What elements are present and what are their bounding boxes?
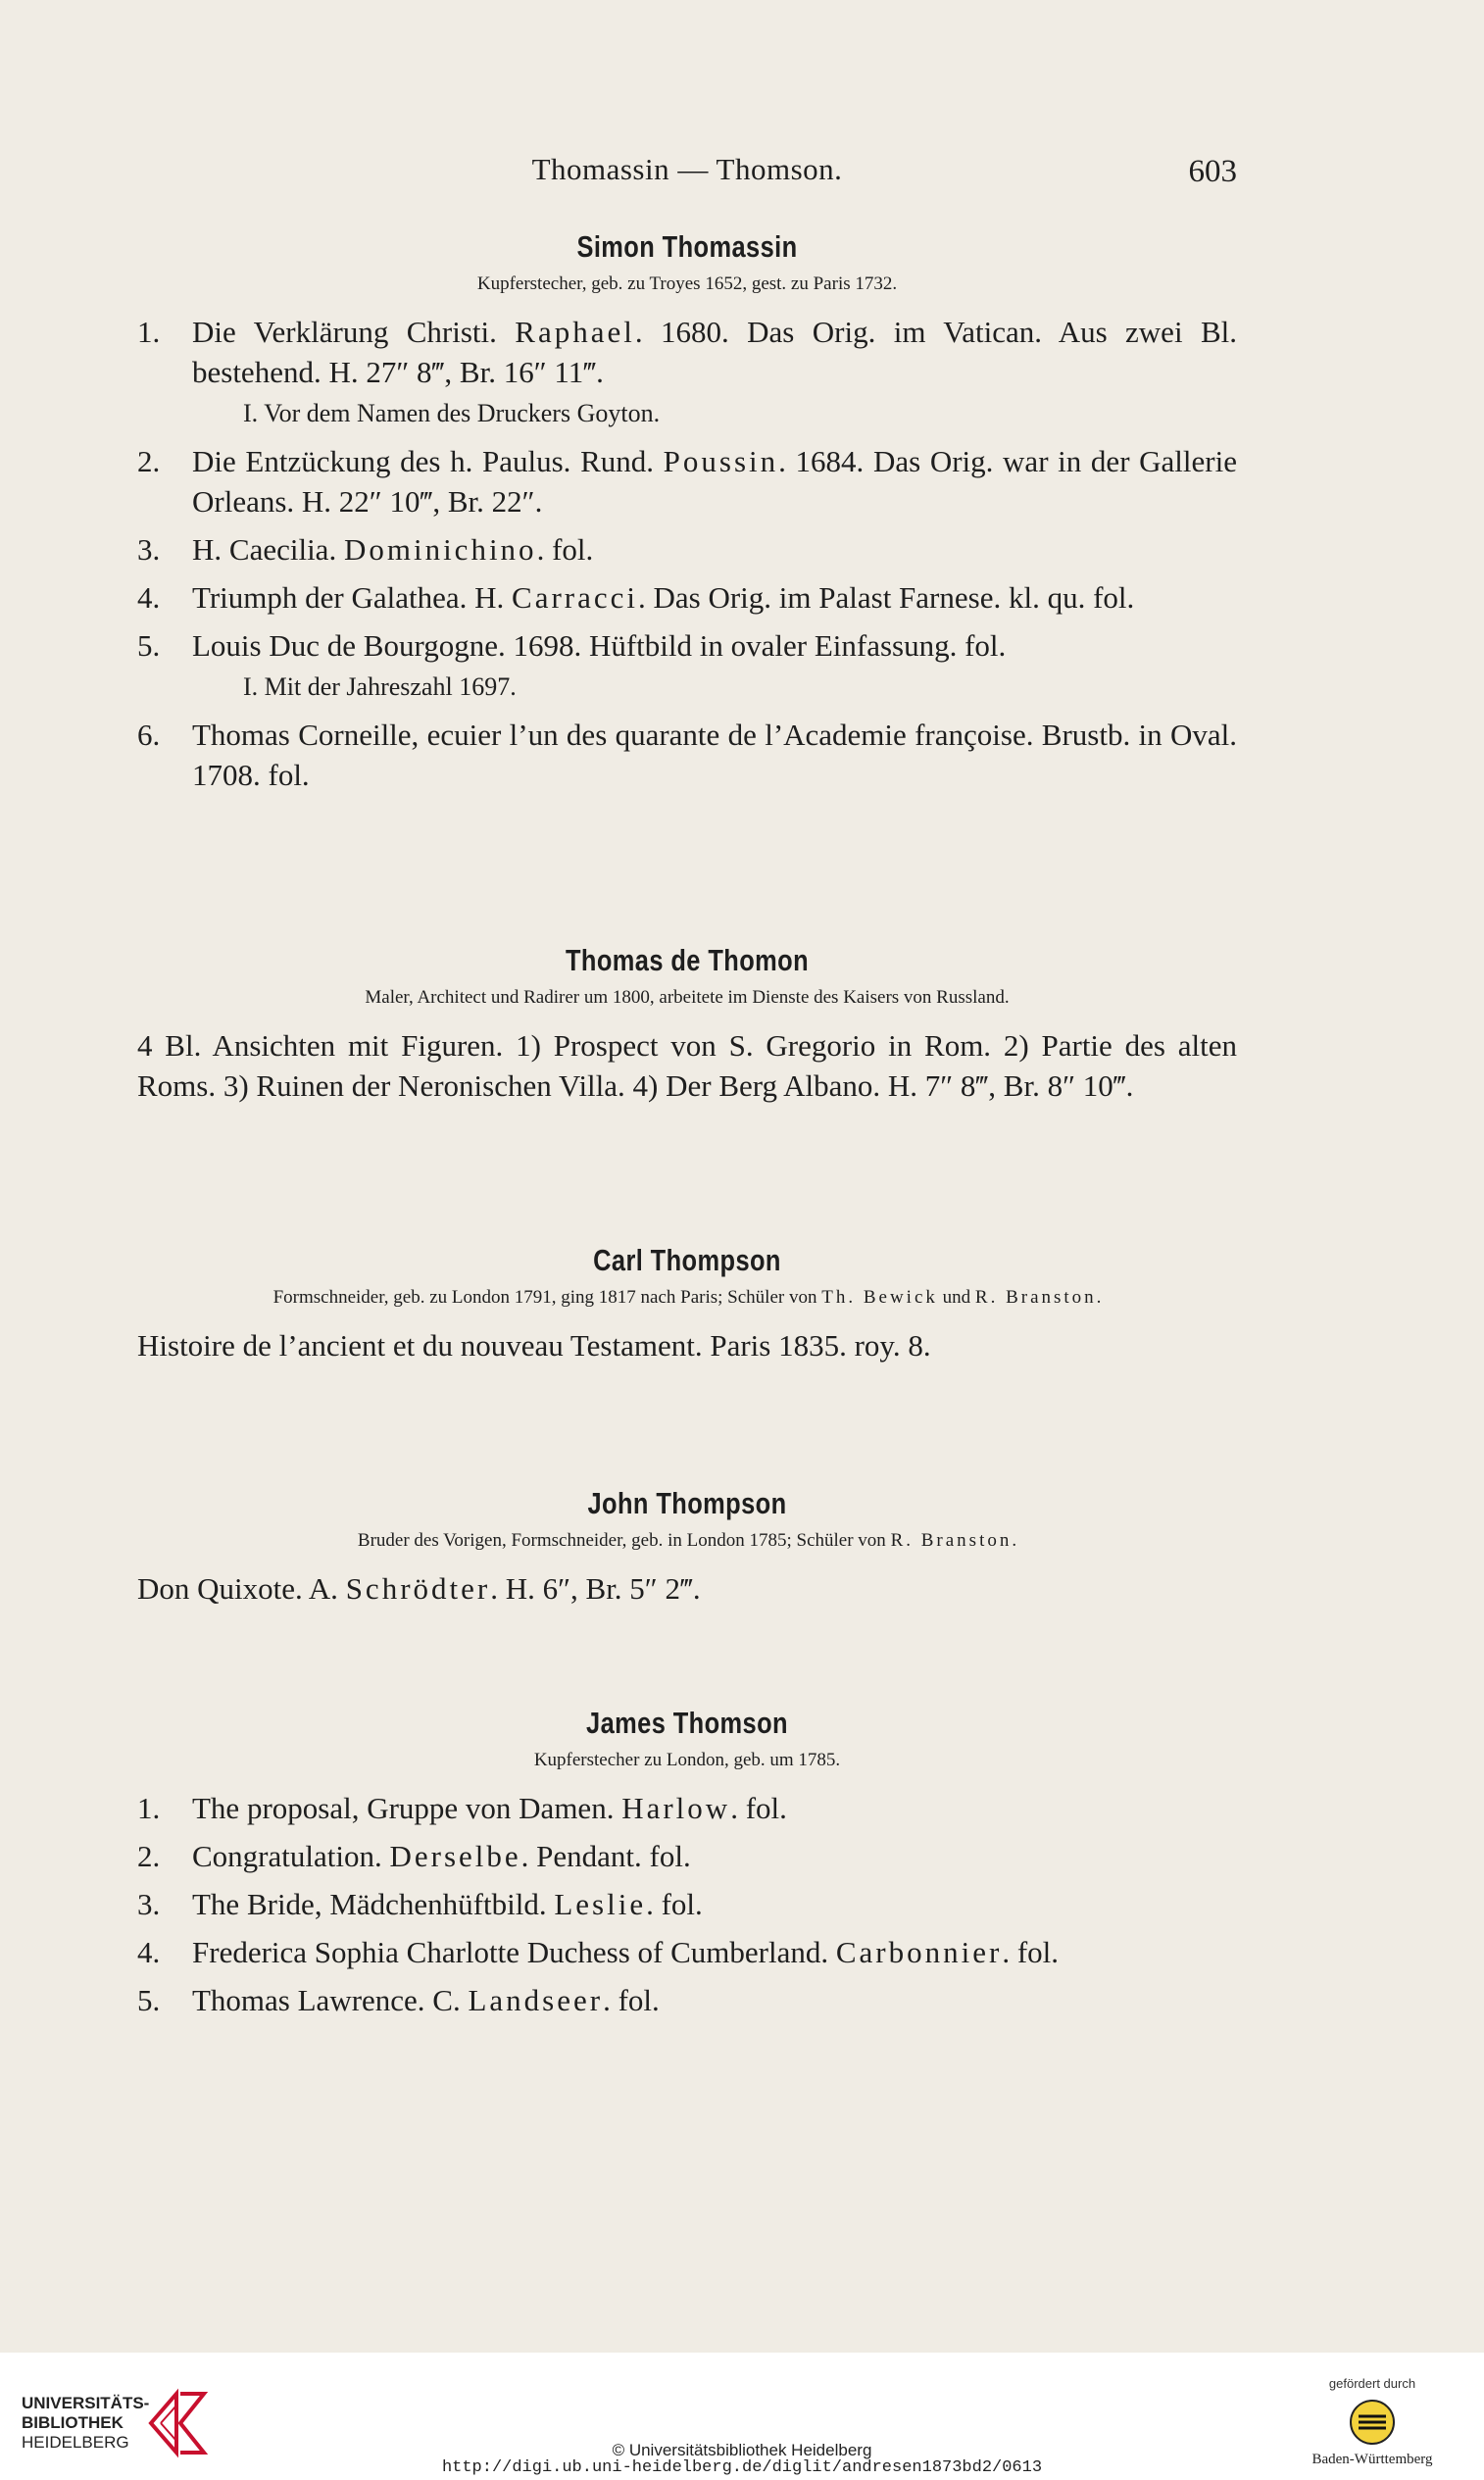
artist-name: Poussin	[663, 444, 779, 478]
artist-name: Carracci	[512, 580, 638, 615]
entry-number: 6.	[137, 718, 161, 752]
entry-text: Triumph der Galathea. H.	[192, 580, 513, 615]
page-number: 603	[1188, 154, 1237, 189]
artist-name: Landseer	[468, 1983, 604, 2017]
entry-text: . fol.	[646, 1887, 703, 1921]
entry-text: Thomas Lawrence. C.	[192, 1983, 469, 2017]
section-carl-thompson	[137, 1241, 1237, 1365]
section-subtitle	[137, 1286, 1237, 1310]
subtitle-text: .	[1012, 1530, 1017, 1551]
section-title: John Thompson	[587, 1486, 787, 1520]
section-james-thomson	[137, 1704, 1237, 2028]
funding-label: gefördert durch	[1328, 2376, 1416, 2391]
entry-text	[137, 1568, 1237, 1609]
section-simon-thomassin	[137, 227, 1237, 803]
entry-text: . fol.	[730, 1791, 787, 1825]
section-john-thompson	[137, 1484, 1237, 1609]
entry-number: 2.	[137, 1839, 161, 1873]
entry-text: . 1684. Das Orig. war in der Gallerie Orleans. H. 22″ 10‴, Br. 22″.	[192, 444, 1237, 519]
section-subtitle	[137, 1529, 1237, 1553]
coat-of-arms-icon	[1349, 2399, 1396, 2446]
entry-text: The Bride, Mädchenhüftbild.	[192, 1887, 555, 1921]
subtitle-text: Bruder des Vorigen, Formschneider, geb. in London 1785; Schüler von	[357, 1530, 891, 1551]
copyright-notice: © Universitätsbibliothek Heidelberg	[612, 2441, 872, 2459]
logo-line: UNIVERSITÄTS-	[22, 2394, 150, 2412]
state-note: I. Mit der Jahreszahl 1697.	[243, 672, 517, 701]
catalog-entry	[137, 1980, 1237, 2020]
viewer-footer	[0, 2353, 1484, 2480]
entry-text-part: Don Quixote. A.	[137, 1571, 346, 1606]
section-thomas-de-thomon	[137, 941, 1237, 1106]
artist-name: Carbonnier	[835, 1935, 1003, 1969]
section-title: James Thomson	[586, 1706, 788, 1740]
funding-credit	[1284, 2376, 1460, 2468]
entry-text: Histoire de l’ancient et du nouveau Testament. Paris 1835. roy. 8.	[137, 1328, 931, 1363]
entry-text: . Pendant. fol.	[520, 1839, 691, 1873]
entry-text: 4 Bl. Ansichten mit Figuren. 1) Prospect von S. Gregorio in Rom. 2) Partie des alten Roms. 3) Ruinen der Neronischen Villa. 4) Der Berg Albano. H. 7″ 8‴, Br. 8″ 10‴.	[137, 1028, 1237, 1103]
catalog-entry	[137, 715, 1237, 795]
catalog-entry	[137, 1884, 1237, 1924]
entry-text: . Das Orig. im Palast Farnese. kl. qu. fol.	[638, 580, 1135, 615]
entry-text: Die Verklärung Christi.	[192, 315, 516, 349]
entry-number: 3.	[137, 1887, 161, 1921]
artist-name: Harlow	[621, 1791, 731, 1825]
entry-number: 3.	[137, 532, 161, 567]
entry-text: . fol.	[536, 532, 594, 567]
entry-text: . fol.	[1002, 1935, 1060, 1969]
artist-name: Dominichino	[343, 532, 537, 567]
entry-number: 1.	[137, 315, 161, 349]
teacher-name: R. Branston	[890, 1530, 1013, 1551]
artist-name: Leslie	[554, 1887, 647, 1921]
entry-text: Thomas Corneille, ecuier l’un des quarante de l’Academie françoise. Brustb. in Oval. 1708. fol.	[192, 718, 1237, 792]
entry-number: 5.	[137, 1983, 161, 2017]
state-note: I. Vor dem Namen des Druckers Goyton.	[243, 399, 661, 427]
teacher-name: Th. Bewick	[821, 1287, 938, 1308]
entry-text: The proposal, Gruppe von Damen.	[192, 1791, 622, 1825]
entry-number: 5.	[137, 628, 161, 663]
section-title: Thomas de Thomon	[565, 943, 810, 977]
logo-line: BIBLIOTHEK	[22, 2413, 124, 2432]
catalog-entry	[137, 441, 1237, 521]
funding-org: Baden-Württemberg	[1311, 2452, 1433, 2467]
artist-name: Schrödter	[345, 1571, 491, 1606]
catalog-entry	[137, 625, 1237, 666]
catalog-entry	[137, 1788, 1237, 1828]
logo-line: HEIDELBERG	[22, 2433, 129, 2452]
entry-text-part: . H. 6″, Br. 5″ 2‴.	[490, 1571, 701, 1606]
entry-number: 1.	[137, 1791, 161, 1825]
entry-number: 4.	[137, 1935, 161, 1969]
catalog-entry	[137, 1932, 1237, 1972]
section-title: Simon Thomassin	[576, 229, 798, 264]
running-head	[137, 152, 1237, 191]
running-title: Thomassin — Thomson.	[531, 152, 843, 186]
catalog-entry	[137, 577, 1237, 618]
catalog-entry	[137, 312, 1237, 392]
section-subtitle: Maler, Architect und Radirer um 1800, arbeitete im Dienste des Kaisers von Russland.	[365, 987, 1010, 1008]
section-title: Carl Thompson	[593, 1243, 781, 1277]
catalog-entry	[137, 1836, 1237, 1876]
entry-number: 2.	[137, 444, 161, 478]
section-subtitle: Kupferstecher zu London, geb. um 1785.	[533, 1750, 841, 1770]
teacher-name: R. Branston	[974, 1287, 1097, 1308]
entry-text: Louis Duc de Bourgogne. 1698. Hüftbild in ovaler Einfassung. fol.	[192, 628, 1007, 663]
entry-text: Frederica Sophia Charlotte Duchess of Cumberland.	[192, 1935, 836, 1969]
subtitle-text: Formschneider, geb. zu London 1791, ging 1817 nach Paris; Schüler von	[272, 1287, 822, 1308]
artist-name: Derselbe	[389, 1839, 521, 1873]
permalink[interactable]: http://digi.ub.uni-heidelberg.de/diglit/andresen1873bd2/0613	[441, 2458, 1043, 2477]
subtitle-text: .	[1096, 1287, 1102, 1308]
entry-number: 4.	[137, 580, 161, 615]
entry-text: . 1680. Das Orig. im Vatican. Aus zwei Bl. bestehend. H. 27″ 8‴, Br. 16″ 11‴.	[192, 315, 1237, 389]
section-subtitle: Kupferstecher, geb. zu Troyes 1652, gest. zu Paris 1732.	[476, 273, 898, 294]
artist-name: Raphael	[515, 315, 635, 349]
entry-text: Congratulation.	[192, 1839, 390, 1873]
entry-text: . fol.	[603, 1983, 660, 2017]
entry-text: Die Entzückung des h. Paulus. Rund.	[192, 444, 664, 478]
entry-text: H. Caecilia.	[192, 532, 344, 567]
subtitle-text: und	[937, 1287, 975, 1308]
catalog-entry	[137, 529, 1237, 570]
